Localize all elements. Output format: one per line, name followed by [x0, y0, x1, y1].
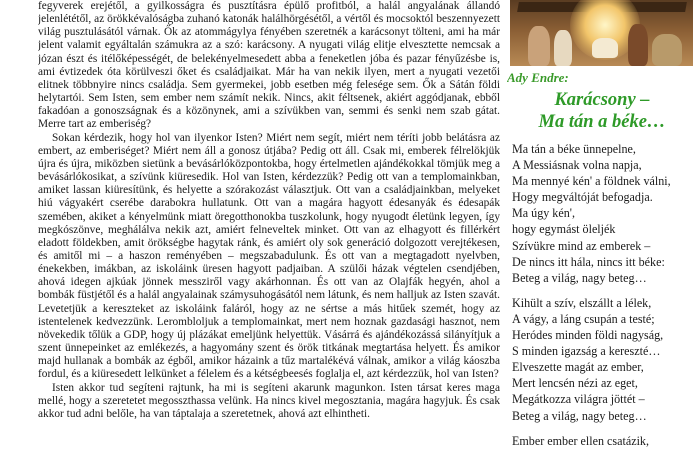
poem-title-line-2: Ma tán a béke…: [538, 112, 666, 132]
poem-line: Ember ember ellen csatázik,: [512, 433, 649, 448]
stanza-gap: [512, 424, 700, 433]
figure-shape: [528, 26, 550, 66]
stanza-gap: [512, 286, 700, 295]
poem-line: Kihült a szív, elszállt a lélek,: [512, 295, 652, 310]
poem-body: [512, 141, 700, 449]
poem-line: Hogy megváltóját befogadja.: [512, 190, 653, 205]
poem-line: A Messiásnak volna napja,: [512, 158, 642, 173]
poem-line: De nincs itt hála, nincs itt béke:: [512, 254, 665, 269]
figure-shape: [628, 24, 648, 66]
poem-author: Ady Endre:: [507, 70, 569, 85]
poem-line: Heródes minden földi nagyság,: [512, 328, 664, 343]
poem-title-line-1: Karácsony –: [554, 90, 650, 110]
poem-line: Beteg a világ, nagy beteg…: [512, 270, 647, 285]
poem-title: [507, 89, 697, 133]
poem-line: A vágy, a láng csupán a testé;: [512, 311, 655, 326]
poem-line: Beteg a világ, nagy beteg…: [512, 408, 647, 423]
poem-line: Elveszette magát az ember,: [512, 360, 644, 375]
poem-line: Szívükre mind az emberek –: [512, 238, 651, 253]
article-paragraph-3: Isten akkor tud segíteni rajtunk, ha mi is segíteni akarunk magunkon. Isten társat keres maga mellé, hogy a szeretetet megosszthassa velünk. Ha nincs kivel megosztania, magára hagyjuk. És csak akkor tud adni belőle, ha van táptalaja a szeretetnek, ahová azt elhintheti.: [38, 381, 500, 420]
nativity-scene-image: [510, 0, 693, 66]
poem-line: Mert lencsén nézi az eget,: [512, 376, 638, 391]
article-column: [38, 0, 500, 450]
article-paragraph-2: Sokan kérdezik, hogy hol van ilyenkor Isten? Miért nem segít, miért nem téríti jobb belátásra az embert, az emberiséget? Miért nem áll a gonosz útjába? Pedig ott áll. Csak mi, emberek félrelökjük újra és újra, miközben sietünk a bevásárlóközpontokba, hogy értelmetlen ajándékokkal tömjük meg a bevásárlókosikat, a szívünk kiüresedik. Hol van Isten, kérdezzük? Pedig ott van a templomainkban, amiket lassan kiüresítünk, és helyette a szórakozást választjuk. Ott van a családjainkban, melyeket hiú vágyakért cserébe darabokra hullatunk. Ott van a magára hagyott édesanyák és édesapák szemében, akiket a kényelmünk miatt öregotthonokba tuszkolunk, hogy nyugodt életünk legyen, így megkószönve, meghálálva nekik azt, amiért felneveltek minket. Ott van az elhagyott és fillérkért eladott földekben, amit örökségbe hagytak ránk, és amiért oly sok generáció dolgozott verejtékesen, és amitől mi – a haszon reményében – megszabadulunk. És ott van a megtagadott nyelvben, énekekben, imákban, az iskoláink üresen hagyott padjaiban. A szülői házak végtelen csendjében, ahová idegen ajkúak jönnek messziről vagy akárhonnan. És ott van az Olajfák hegyén, ahol a bombák füstjétől és a halál angyalainak számysuhogásától nem látunk, és nem halljuk az Isten szavát. Levetetjük a kereszteket az iskoláink faláról, hogy az ne sértse a más hitűek szemét, hogy az istentelenek kedvezzünk. Lerombloljuk a templomainkat, mert nem hoznak gazdasági hasznot, nem növekedik tőlük a GDP, hogy új plázákat emeljünk helyettük. Vásárrá és ajándékozássá silányítjuk a szent ünnepeinket az emlékezés, a hagyomány szent és örök titkának megtartása helyett. És amikor majd hullanak a bombák az égből, amikor házaink a tűz martalékévá válnak, amikor a világ káoszba fordul, és a kiüresedett lelkünket a félelem és a kétségbeesés foglalja el, azt kérdezzük, hol van Isten?: [38, 131, 500, 381]
poem-sidebar: [507, 0, 700, 450]
poem-line: Ma úgy kén',: [512, 206, 575, 221]
poem-line: Ma tán a béke ünnepelne,: [512, 142, 636, 156]
poem-line: S minden igazság a kereszté…: [512, 344, 661, 359]
manger-shape: [592, 38, 618, 58]
poem-line: Megátkozza világra jöttét –: [512, 392, 645, 407]
article-paragraph-1: fegyverek erejétől, a gyilkosságra és pusztításra épülő profitból, a halál angyalának állandó jelenlététől, az örökkévalóságba zuhanó katonák halálhörgésétől, a vértől és mocsoktól beszennyezett világ pusztulásától várnak. Ők az atommágylya fényében szeretnék a karácsonyt tölteni, ami ha már jelent valamit egyáltalán számukra az a szó: karácsony. A nyugati világ elitje elvesztette nemcsak a józan észt és itélőképességét, de belekényelmesedett abba a feneketlen jóba és pazar fényűzésbe is, ami évtizedek óta körülveszi őket és családjaikat. Már ha van nekik ilyen, mert a nyugati vezetői elitnek többnyire nincs családja. Sem gyermekei, jobb esetben még felesége sem. Ők a Sátán földi helytartói. Sem Isten, sem ember nem számít nekik. Nincs, akit féltsenek, akiért aggódjanak, ebből fakadóan a gonoszságnak és a közönynek, ami a szívükben van, semmi és senki nem szab gátat. Merre tart az emberiség?: [38, 0, 500, 131]
figure-shape: [554, 30, 572, 66]
figure-shape: [652, 34, 682, 66]
poem-line: Ma mennyé kén' a földnek válni,: [512, 174, 671, 189]
poem-line: hogy egymást öleljék: [512, 222, 616, 237]
